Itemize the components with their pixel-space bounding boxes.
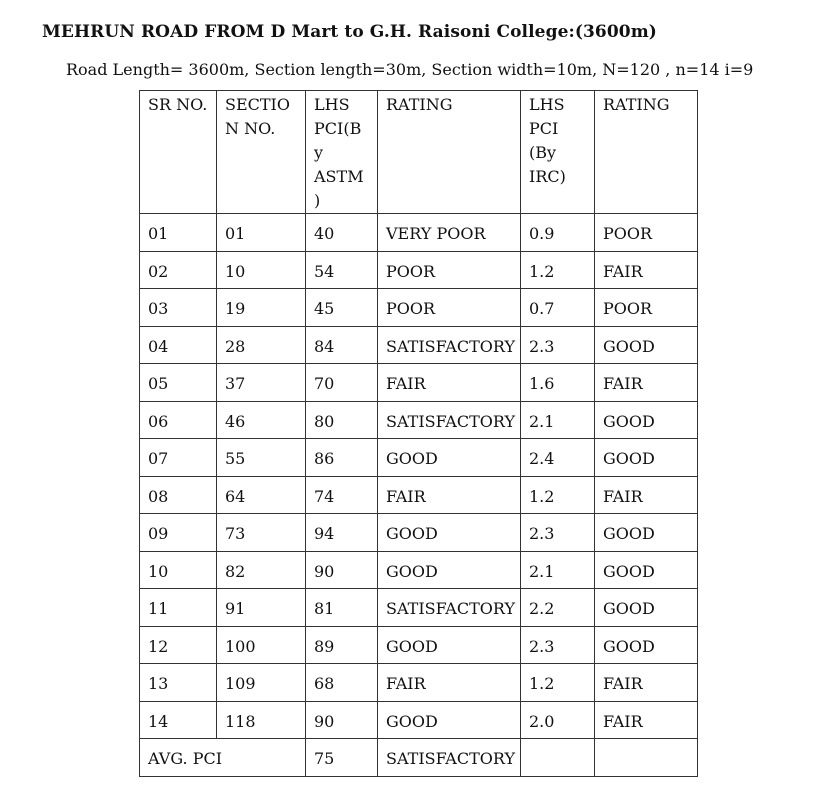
cell-rating-irc: FAIR	[595, 701, 698, 739]
cell-rating-irc: POOR	[595, 289, 698, 327]
cell-section-no: 73	[217, 514, 306, 552]
cell-lhs-pci-irc: 0.7	[521, 289, 595, 327]
table-row	[140, 664, 698, 702]
cell-rating-astm: SATISFACTORY	[378, 589, 521, 627]
cell-sr-no: 03	[140, 289, 217, 327]
header-lhs-pci-astm: LHS PCI(By ASTM)	[306, 91, 378, 214]
cell-section-no: 109	[217, 664, 306, 702]
cell-section-no: 55	[217, 439, 306, 477]
header-rating-irc: RATING	[595, 91, 698, 214]
header-sr-no: SR NO.	[140, 91, 217, 214]
table-body	[140, 214, 698, 777]
cell-rating-astm: GOOD	[378, 551, 521, 589]
cell-lhs-pci-irc: 2.3	[521, 626, 595, 664]
cell-sr-no: 01	[140, 214, 217, 252]
cell-lhs-pci-astm: 54	[306, 251, 378, 289]
cell-lhs-pci-irc: 1.6	[521, 364, 595, 402]
cell-lhs-pci-irc: 2.3	[521, 514, 595, 552]
cell-rating-astm: FAIR	[378, 664, 521, 702]
cell-lhs-pci-astm: 70	[306, 364, 378, 402]
cell-lhs-pci-astm: 45	[306, 289, 378, 327]
table-row	[140, 326, 698, 364]
cell-rating-astm: GOOD	[378, 701, 521, 739]
document-title: MEHRUN ROAD FROM D Mart to G.H. Raisoni College:(3600m)	[42, 22, 657, 42]
cell-section-no: 118	[217, 701, 306, 739]
cell-rating-astm: GOOD	[378, 626, 521, 664]
cell-section-no: 10	[217, 251, 306, 289]
header-lhs-pci-irc: LHS PCI (By IRC)	[521, 91, 595, 214]
cell-lhs-pci-astm: 90	[306, 551, 378, 589]
table-row	[140, 364, 698, 402]
cell-rating-irc: FAIR	[595, 251, 698, 289]
cell-lhs-pci-astm: 89	[306, 626, 378, 664]
cell-section-no: 100	[217, 626, 306, 664]
cell-rating-irc: GOOD	[595, 551, 698, 589]
cell-rating-astm: SATISFACTORY	[378, 326, 521, 364]
cell-lhs-pci-irc: 0.9	[521, 214, 595, 252]
cell-sr-no: 09	[140, 514, 217, 552]
cell-lhs-pci-astm: 68	[306, 664, 378, 702]
cell-rating-astm: GOOD	[378, 514, 521, 552]
table-header-row	[140, 91, 698, 214]
cell-rating-astm: FAIR	[378, 364, 521, 402]
cell-sr-no: 14	[140, 701, 217, 739]
cell-lhs-pci-irc: 1.2	[521, 476, 595, 514]
table-row	[140, 476, 698, 514]
cell-lhs-pci-irc: 2.4	[521, 439, 595, 477]
cell-section-no: 28	[217, 326, 306, 364]
cell-rating-astm: POOR	[378, 289, 521, 327]
pci-table	[139, 90, 698, 777]
avg-pci-rating: SATISFACTORY	[378, 739, 521, 777]
avg-pci-value: 75	[306, 739, 378, 777]
cell-lhs-pci-astm: 81	[306, 589, 378, 627]
table-row	[140, 626, 698, 664]
cell-rating-irc: FAIR	[595, 664, 698, 702]
road-parameters: Road Length= 3600m, Section length=30m, Section width=10m, N=120 , n=14 i=9	[66, 60, 754, 79]
cell-section-no: 01	[217, 214, 306, 252]
cell-rating-irc: POOR	[595, 214, 698, 252]
table-row	[140, 289, 698, 327]
cell-lhs-pci-irc: 1.2	[521, 664, 595, 702]
avg-pci-row	[140, 739, 698, 777]
table-row	[140, 439, 698, 477]
header-section-no: SECTION NO.	[217, 91, 306, 214]
header-rating-astm: RATING	[378, 91, 521, 214]
cell-section-no: 82	[217, 551, 306, 589]
avg-pci-label: AVG. PCI	[140, 739, 306, 777]
cell-rating-irc: GOOD	[595, 439, 698, 477]
cell-sr-no: 05	[140, 364, 217, 402]
table-row	[140, 551, 698, 589]
cell-sr-no: 10	[140, 551, 217, 589]
cell-lhs-pci-astm: 84	[306, 326, 378, 364]
cell-lhs-pci-irc: 2.1	[521, 401, 595, 439]
cell-sr-no: 12	[140, 626, 217, 664]
table-row	[140, 214, 698, 252]
cell-rating-irc: GOOD	[595, 626, 698, 664]
cell-lhs-pci-irc: 2.3	[521, 326, 595, 364]
table-row	[140, 701, 698, 739]
cell-lhs-pci-irc: 2.1	[521, 551, 595, 589]
cell-lhs-pci-irc: 2.0	[521, 701, 595, 739]
cell-lhs-pci-astm: 80	[306, 401, 378, 439]
cell-rating-irc: GOOD	[595, 401, 698, 439]
cell-rating-astm: POOR	[378, 251, 521, 289]
table-row	[140, 401, 698, 439]
cell-rating-astm: FAIR	[378, 476, 521, 514]
cell-sr-no: 04	[140, 326, 217, 364]
cell-section-no: 91	[217, 589, 306, 627]
cell-rating-irc: GOOD	[595, 589, 698, 627]
cell-section-no: 64	[217, 476, 306, 514]
cell-rating-astm: GOOD	[378, 439, 521, 477]
cell-sr-no: 02	[140, 251, 217, 289]
cell-lhs-pci-astm: 90	[306, 701, 378, 739]
cell-section-no: 19	[217, 289, 306, 327]
cell-rating-irc: FAIR	[595, 364, 698, 402]
cell-section-no: 37	[217, 364, 306, 402]
avg-pci-irc-empty	[521, 739, 595, 777]
cell-lhs-pci-irc: 2.2	[521, 589, 595, 627]
table-row	[140, 589, 698, 627]
table-row	[140, 514, 698, 552]
cell-lhs-pci-astm: 86	[306, 439, 378, 477]
table-row	[140, 251, 698, 289]
cell-sr-no: 11	[140, 589, 217, 627]
cell-sr-no: 07	[140, 439, 217, 477]
cell-lhs-pci-astm: 74	[306, 476, 378, 514]
cell-lhs-pci-astm: 40	[306, 214, 378, 252]
cell-section-no: 46	[217, 401, 306, 439]
cell-sr-no: 06	[140, 401, 217, 439]
cell-rating-irc: FAIR	[595, 476, 698, 514]
cell-rating-irc: GOOD	[595, 326, 698, 364]
cell-rating-irc: GOOD	[595, 514, 698, 552]
avg-pci-irc-rating-empty	[595, 739, 698, 777]
cell-rating-astm: SATISFACTORY	[378, 401, 521, 439]
cell-sr-no: 08	[140, 476, 217, 514]
cell-sr-no: 13	[140, 664, 217, 702]
cell-lhs-pci-astm: 94	[306, 514, 378, 552]
cell-lhs-pci-irc: 1.2	[521, 251, 595, 289]
cell-rating-astm: VERY POOR	[378, 214, 521, 252]
